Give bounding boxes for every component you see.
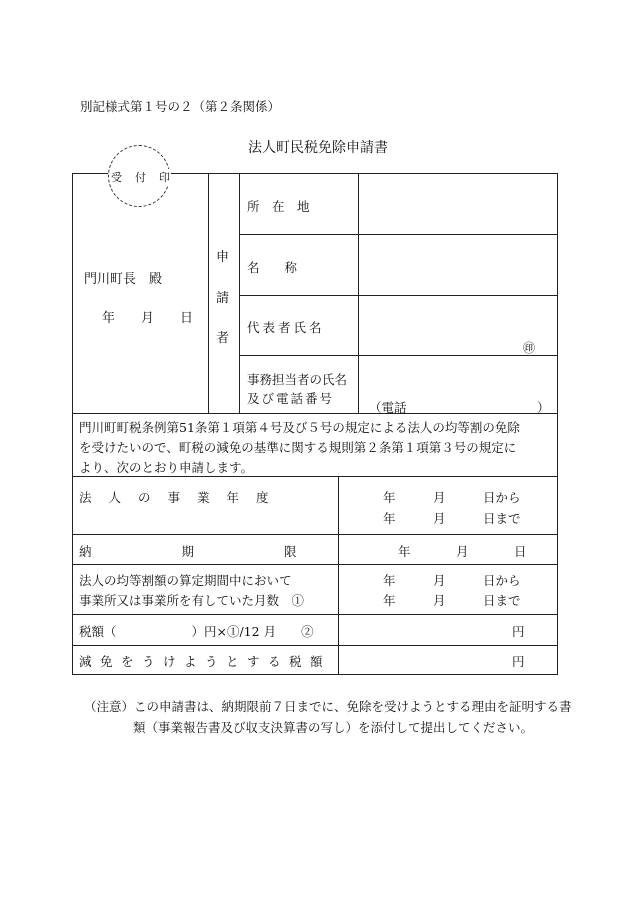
applicant-label-1: 申	[216, 250, 230, 265]
name-label: 名 称	[247, 260, 298, 275]
tax-label: 税額（ ）円×①/12 月 ②	[79, 624, 314, 639]
representative-label: 代表者氏名	[247, 320, 325, 335]
contact-label-1: 事務担当者の氏名	[247, 372, 348, 387]
note-line-1: （注意）この申請書は、納期限前７日までに、免除を受けようとする理由を証明する書	[84, 699, 572, 714]
business-year-from: 年 月 日から	[383, 490, 521, 505]
contact-label-2: 及び電話番号	[247, 391, 335, 406]
note-line-2: 類（事業報告書及び収支決算書の写し）を添付して提出してください。	[133, 720, 534, 735]
statement-line-2: を受けたいので、町税の減免の基準に関する規則第２条第１項第３号の規定に	[79, 440, 517, 455]
months-label-1: 法人の均等割額の算定期間中において	[79, 573, 292, 588]
months-to: 年 月 日まで	[383, 593, 521, 608]
seal-mark: ㊞	[523, 341, 536, 355]
months-label-2: 事業所又は事業所を有していた月数 ①	[79, 593, 305, 608]
addressee: 門川町長 殿	[84, 272, 163, 287]
months-from: 年 月 日から	[383, 573, 521, 588]
statement-line-3: より、次のとおり申請します。	[79, 460, 254, 475]
deadline-value: 年 月 日	[398, 544, 529, 559]
date-line: 年 月 日	[102, 311, 194, 326]
deadline-label: 納期限	[79, 544, 387, 559]
applicant-label-3: 者	[216, 331, 230, 346]
reduction-yen: 円	[512, 654, 525, 669]
address-label: 所 在 地	[247, 199, 310, 214]
phone-label: （電話	[369, 400, 407, 415]
business-year-label: 法人の事業年度	[79, 490, 286, 505]
applicant-label-2: 請	[216, 291, 230, 306]
form-id: 別記様式第１号の２（第２条関係）	[80, 99, 281, 114]
business-year-to: 年 月 日まで	[383, 511, 521, 526]
receipt-stamp-circle	[108, 145, 170, 207]
statement-line-1: 門川町町税条例第51条第１項第４号及び５号の規定による法人の均等割の免除	[79, 420, 520, 435]
reduction-label: 減免をうけようとする税額	[79, 654, 332, 669]
phone-close: ）	[537, 400, 550, 415]
tax-yen: 円	[512, 624, 525, 639]
receipt-stamp-label: 受 付 印	[111, 171, 171, 184]
page-title: 法人町民税免除申請書	[248, 140, 388, 156]
